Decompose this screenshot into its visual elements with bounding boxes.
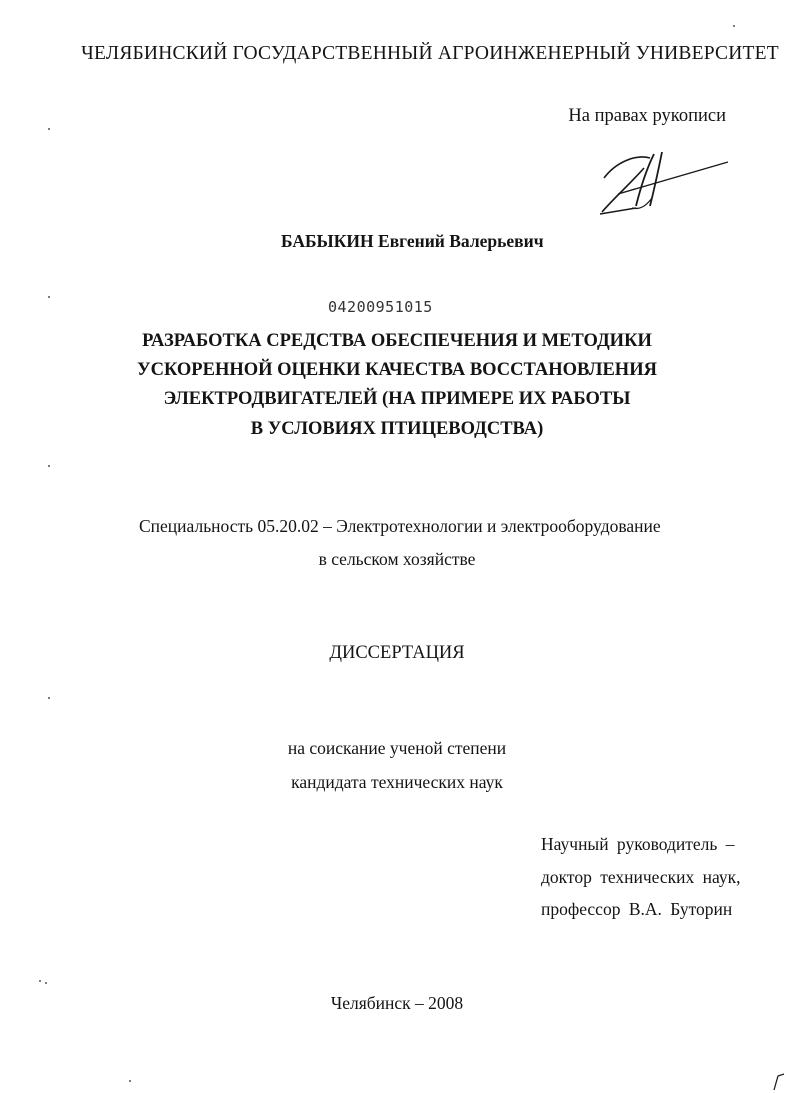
supervisor-line-2: доктор технических наук, bbox=[541, 867, 741, 887]
author-name: БАБЫКИН Евгений Валерьевич bbox=[281, 231, 544, 251]
scan-speck bbox=[129, 1080, 131, 1082]
scan-speck bbox=[48, 697, 50, 699]
document-type: ДИССЕРТАЦИЯ bbox=[329, 643, 465, 663]
scan-speck bbox=[48, 296, 50, 298]
degree-line-2: кандидата технических наук bbox=[291, 772, 503, 792]
thesis-title-line-2: УСКОРЕННОЙ ОЦЕНКИ КАЧЕСТВА ВОССТАНОВЛЕНИЯ bbox=[137, 360, 657, 380]
specialty-line-1: Специальность 05.20.02 – Электротехнологии и электрооборудование bbox=[139, 516, 661, 536]
scan-speck bbox=[48, 465, 50, 467]
supervisor-line-3: профессор В.А. Буторин bbox=[541, 899, 733, 919]
registration-number: 04200951015 bbox=[328, 298, 433, 316]
scan-speck bbox=[48, 128, 50, 130]
scan-speck bbox=[733, 25, 735, 27]
university-name: ЧЕЛЯБИНСКИЙ ГОСУДАРСТВЕННЫЙ АГРОИНЖЕНЕРНЫЙ УНИВЕРСИТЕТ bbox=[81, 43, 779, 64]
thesis-title-line-4: В УСЛОВИЯХ ПТИЦЕВОДСТВА) bbox=[250, 419, 544, 439]
scan-speck bbox=[39, 980, 41, 982]
author-signature-icon bbox=[596, 148, 732, 222]
thesis-title-line-1: РАЗРАБОТКА СРЕДСТВА ОБЕСПЕЧЕНИЯ И МЕТОДИКИ bbox=[142, 331, 652, 351]
thesis-title-line-3: ЭЛЕКТРОДВИГАТЕЛЕЙ (НА ПРИМЕРЕ ИХ РАБОТЫ bbox=[163, 389, 631, 409]
supervisor-line-1: Научный руководитель – bbox=[541, 834, 735, 854]
specialty-line-2: в сельском хозяйстве bbox=[318, 549, 476, 569]
degree-line-1: на соискание ученой степени bbox=[287, 738, 507, 758]
scan-edge-mark-icon bbox=[770, 1070, 792, 1092]
scan-speck bbox=[45, 982, 47, 984]
city-year: Челябинск – 2008 bbox=[330, 993, 464, 1013]
manuscript-rights-note: На правах рукописи bbox=[568, 106, 726, 126]
